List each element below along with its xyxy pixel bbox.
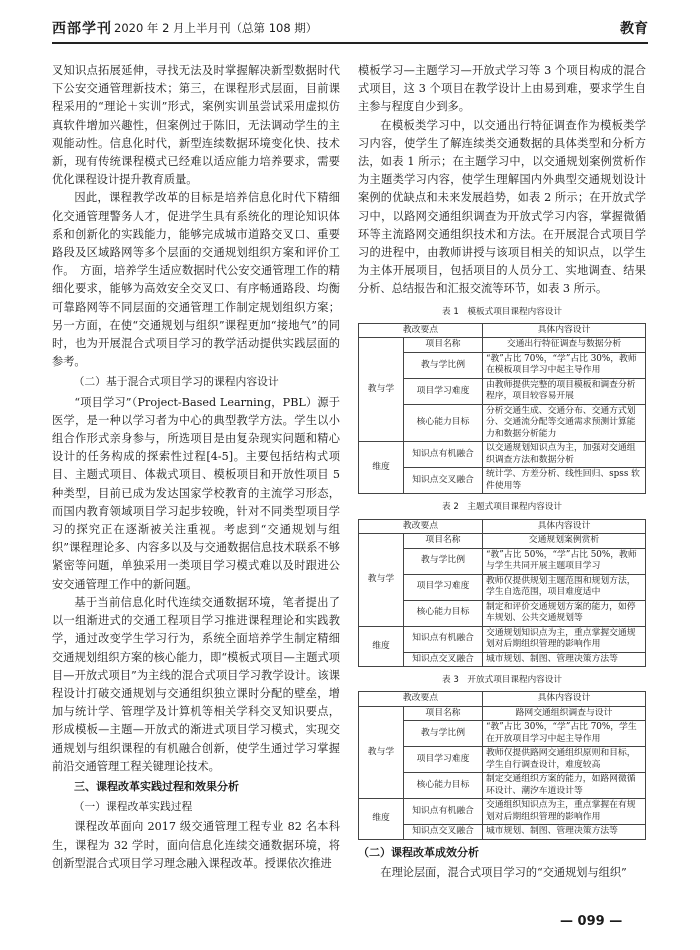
- group-cell: 维度: [359, 799, 404, 840]
- row-label-cell: 项目学习难度: [404, 747, 483, 773]
- page-number: — 099 —: [560, 914, 623, 929]
- row-value-cell: “教”占比 30%，“学”占比 70%，学生在开放项目学习中起主导作用: [483, 721, 646, 747]
- paragraph: 在模板类学习中，以交通出行特征调查作为模板类学习内容，使学生了解连续类交通数据的具体类型和分析方法，如表 1 所示；在主题学习中，以交通规划案例赏析作为主题类学习内容，使学生理解国内外典型交通规划设计案例的优缺点和未来发展趋势，如表 2 所示；在开放式学习中，以路网交通组织调查为开放式学习内容，掌握微循环等主流路网交通组织技术和方法。在开展混合式项目学习的进程中，由教师讲授与该项目相关的知识点，以学生为主体开展项目，包括项目的人员分工、实地调查、结果分析、总结报告和汇报交流等环节，如表 3 所示。: [358, 118, 646, 296]
- row-label-cell: 知识点有机融合: [404, 442, 483, 468]
- row-value-cell: 分析交通生成、交通分布、交通方式划分、交通流分配等交通需求预测计算能力和数据分析能力: [483, 404, 646, 442]
- row-label-cell: 知识点交叉融合: [404, 652, 483, 667]
- row-label-cell: 教与学比例: [404, 721, 483, 747]
- table-header-cell: 具体内容设计: [483, 519, 646, 534]
- group-cell: 维度: [359, 626, 404, 667]
- row-value-cell: 交通组织知识点为主，重点掌握在有规划对后期组织管理的影响作用: [483, 799, 646, 825]
- group-cell: 教与学: [359, 338, 404, 442]
- table-1: [358, 303, 646, 495]
- row-value-cell: 教师仅提供规划主题范围和规划方法，学生自选范围，项目难度适中: [483, 574, 646, 600]
- paragraph: “项目学习”（Project-Based Learning，PBL）源于医学，是一种以学习者为中心的典型教学方法。学生以小组合作形式亲身参与，所选项目是由复杂现实问题和精心设计的任务构成的探索性过程[4-5]。主要包括结构式项目、主题式项目、体裁式项目、模板项目和开放性项目 5 种类型，目前已成为发达国家学校教育的主流学习形态，而国内教育领域项目学习起步较晚，针对不同类型项目学习的探究正在逐渐被关注重视。考虑到“交通规划与组织”课程理论多、内容多以及与交通数据信息技术联系不够紧密等问题，单独采用一类项目学习模式难以及时跟进公安交通管理工作中的新问题。: [52, 395, 340, 591]
- group-cell: 维度: [359, 442, 404, 494]
- row-value-cell: 交通出行特征调查与数据分析: [483, 338, 646, 353]
- paragraph: 课程改革面向 2017 级交通管理工程专业 82 名本科生，课程为 32 学时，面向信息化连续交通数据环境，将创新型混合式项目学习理念融入课程改革。授课依次推进: [52, 820, 340, 870]
- row-value-cell: 统计学、方差分析、线性回归、spss 软件使用等: [483, 468, 646, 494]
- row-value-cell: 制定交通组织方案的能力，如路网微循环设计、潮汐车道设计等: [483, 773, 646, 799]
- row-label-cell: 知识点有机融合: [404, 626, 483, 652]
- row-label-cell: 教与学比例: [404, 548, 483, 574]
- row-label-cell: 知识点交叉融合: [404, 825, 483, 840]
- table-header-cell: 具体内容设计: [483, 692, 646, 707]
- paragraph: 模板学习—主题学习—开放式学习等 3 个项目构成的混合式项目，这 3 个项目在教学设计上由易到难，要求学生自主参与程度自少到多。: [358, 64, 646, 114]
- table-header-cell: 教改要点: [359, 519, 483, 534]
- group-cell: 教与学: [359, 706, 404, 799]
- journal-logo: 西部学刊: [52, 21, 112, 37]
- paragraph: 因此，课程教学改革的目标是培养信息化时代下精细化交通管理警务人才，促进学生具有系统化的理论知识体系和创新化的实践能力，能够完成城市道路交叉口、重要路段及区域路网等多个层面的交通规划组织方案和评价工作。 方面，培养学生适应数据时代公安交通管理工作的精细化要求，能够为高效安全交叉口、有序畅通路段、均衡可靠路网等不同层面的交通管理工作制定规划组织方案；另一方面，在使“交通规划与组织”课程更加“接地气”的同时，也为开展混合式项目学习的教学活动提供实践层面的参考。: [52, 191, 340, 369]
- right-column: [358, 62, 646, 882]
- group-cell: 教与学: [359, 534, 404, 627]
- left-column: [52, 62, 340, 873]
- table-header-cell: 教改要点: [359, 692, 483, 707]
- data-table: [358, 691, 646, 840]
- row-value-cell: 城市规划、制图、管理决策方法等: [483, 825, 646, 840]
- paragraph: 叉知识点拓展延伸，寻找无法及时掌握解决新型数据时代下公安交通管理新技术；第三，在课程形式层面，目前课程采用的“理论＋实训”形式，案例实训虽尝试采用虚拟仿真软件增加兴趣性，但案例过于陈旧，无法调动学生的主观能动性。信息化时代，新型连续数据环境变化快、技术新，现有传统课程模式已经难以适应能力培养要求，需要优化课程设计提升教育质量。: [52, 64, 340, 187]
- page-header: [52, 16, 648, 42]
- row-value-cell: 制定和评价交通规划方案的能力，如停车规划、公共交通规划等: [483, 600, 646, 626]
- paragraph: 在理论层面，混合式项目学习的“交通规划与组织”: [380, 865, 627, 879]
- row-label-cell: 核心能力目标: [404, 600, 483, 626]
- row-value-cell: 路网交通组织调查与设计: [483, 706, 646, 721]
- row-value-cell: 城市规划、制图、管理决策方法等: [483, 652, 646, 667]
- issue-info: 2020 年 2 月上半月刊（总第 108 期）: [114, 21, 318, 35]
- row-label-cell: 知识点交叉融合: [404, 468, 483, 494]
- data-table: [358, 519, 646, 668]
- subsection-heading: （二）课程改革成效分析: [358, 845, 479, 859]
- row-value-cell: “教”占比 50%，“学”占比 50%，教师与学生共同开展主题项目学习: [483, 548, 646, 574]
- row-value-cell: 以交通规划知识点为主，加强对交通组织调查方法和数据分析: [483, 442, 646, 468]
- table-header-cell: 具体内容设计: [483, 323, 646, 338]
- row-value-cell: 交通规划案例赏析: [483, 534, 646, 549]
- table-caption: 表 2 主题式项目课程内容设计: [442, 502, 562, 513]
- subsection-heading: （二）基于混合式项目学习的课程内容设计: [73, 375, 279, 389]
- row-label-cell: 知识点有机融合: [404, 799, 483, 825]
- section-label: 教育: [620, 21, 648, 37]
- row-label-cell: 教与学比例: [404, 352, 483, 378]
- header-rule: [52, 42, 648, 44]
- row-label-cell: 项目名称: [404, 534, 483, 549]
- row-label-cell: 核心能力目标: [404, 404, 483, 442]
- paragraph: 基于当前信息化时代连续交通数据环境，笔者提出了以一组渐进式的交通工程项目学习推进课程理论和实践教学，通过改变学生学习行为，系统全面培养学生制定精细交通规划组织方案的核心能力，即“模板式项目—主题式项目—开放式项目”为主线的混合式项目学习教学设计。该课程设计打破交通规划与交通组织独立课时分配的壁垒，增加与统计学、管理学及计算机等相关学科交叉知识要点，形成模板—主题—开放式的渐进式项目学习模式，实现交通规划与组织课程的有机融合创新，使学生通过学习掌握前沿交通管理工程关键理论技术。: [52, 595, 340, 773]
- data-table: [358, 323, 646, 495]
- subsection-heading: （一）课程改革实践过程: [73, 800, 193, 814]
- row-label-cell: 项目名称: [404, 338, 483, 353]
- row-label-cell: 项目学习难度: [404, 378, 483, 404]
- row-label-cell: 项目名称: [404, 706, 483, 721]
- row-value-cell: 由教师提供完整的项目模板和调查分析程序，项目较容易开展: [483, 378, 646, 404]
- table-2: [358, 498, 646, 667]
- row-label-cell: 项目学习难度: [404, 574, 483, 600]
- row-value-cell: 教师仅提供路网交通组织原则和目标，学生自行调查设计，难度较高: [483, 747, 646, 773]
- table-caption: 表 3 开放式项目课程内容设计: [442, 675, 562, 686]
- section-heading: 三、课程改革实践过程和效果分析: [74, 779, 239, 793]
- row-value-cell: 交通规划知识点为主，重点掌握交通规划对后期组织管理的影响作用: [483, 626, 646, 652]
- table-header-cell: 教改要点: [359, 323, 483, 338]
- table-3: [358, 671, 646, 840]
- row-label-cell: 核心能力目标: [404, 773, 483, 799]
- table-caption: 表 1 模板式项目课程内容设计: [442, 306, 562, 317]
- row-value-cell: “教”占比 70%，“学”占比 30%，教师在模板项目学习中起主导作用: [483, 352, 646, 378]
